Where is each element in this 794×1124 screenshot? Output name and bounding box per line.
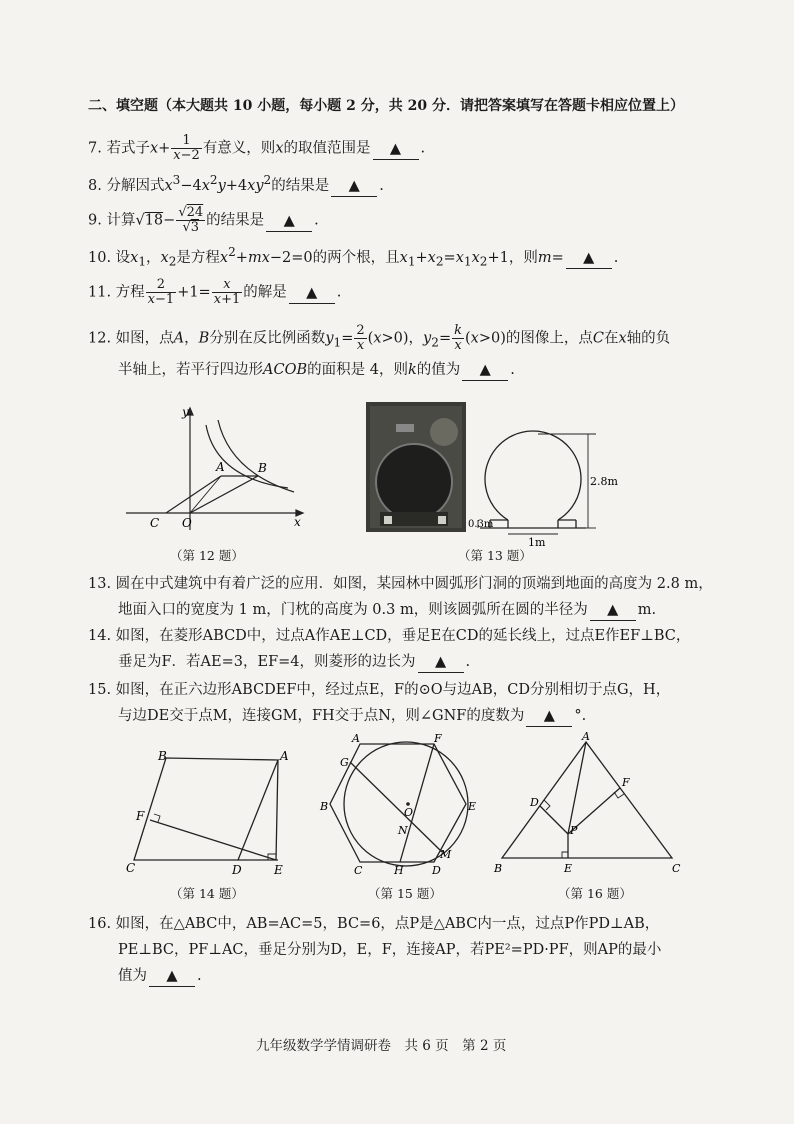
label-D: D: [232, 863, 242, 877]
answer-blank: ▲: [331, 176, 377, 197]
caption-12: （第 12 题）: [170, 548, 244, 563]
page-footer: 九年级数学学情调研卷 共 6 页 第 2 页: [256, 1038, 507, 1054]
figure-15: [316, 734, 496, 884]
answer-blank: ▲: [266, 211, 312, 232]
label-B: B: [494, 862, 503, 875]
label-C: C: [672, 862, 681, 875]
label-G: G: [340, 756, 349, 769]
label-height: 2.8m: [590, 475, 618, 488]
figure-14: [118, 748, 298, 880]
label-y: y: [182, 405, 189, 419]
label-width: 1m: [528, 536, 546, 548]
label-O: O: [404, 806, 414, 819]
question-15-line-2: 与边DE交于点M，连接GM，FH交于点N，则∠GNF的度数为 ▲ °.: [118, 706, 586, 727]
label-C: C: [354, 864, 363, 877]
question-9: 9. 计算√18− $\frac{√24}{√3}$ 的结果是 ▲ .: [88, 205, 319, 235]
label-A: A: [280, 749, 289, 763]
label-M: M: [440, 848, 452, 861]
label-E: E: [468, 800, 477, 813]
figure-13-photo: [366, 402, 466, 532]
answer-blank: ▲: [373, 139, 419, 160]
label-C: C: [126, 861, 136, 875]
label-E: E: [564, 862, 573, 875]
label-F: F: [434, 734, 442, 745]
question-13-line-2: 地面入口的宽度为 1 m，门枕的高度为 0.3 m，则该圆弧所在圆的半径为 ▲ m.: [118, 600, 656, 621]
question-12-line-1: 12. 如图，点A，B分别在反比例函数$y_1=$ $\frac{2}{x}$ (x>0)，$y_2=$ $\frac{k}{x}$ (x>0)的图像上，点C在x轴的负: [88, 323, 671, 353]
label-C: C: [150, 516, 160, 530]
label-O: O: [182, 516, 192, 530]
question-15-line-1: 15. 如图，在正六边形ABCDEF中，经过点E，F的⊙O与边AB，CD分别相切于点G，H，: [88, 682, 671, 698]
question-11: 11. 方程 $\frac{2}{x-1}$ +1= $\frac{x}{x+1}$ 的解是 ▲ .: [88, 277, 342, 307]
question-10: 10. 设$x_1$，$x_2$是方程$x^2+mx-2=0$的两个根，且$x_1+x_2=x_1x_2+1$，则m= ▲ .: [88, 245, 619, 269]
label-N: N: [398, 824, 408, 837]
label-P: P: [570, 824, 578, 837]
answer-blank: ▲: [462, 360, 508, 381]
question-13-line-1: 13. 圆在中式建筑中有着广泛的应用．如图，某园林中圆弧形门洞的顶端到地面的高度为 2.8 m，: [88, 576, 713, 592]
label-H: H: [394, 864, 404, 877]
caption-14: （第 14 题）: [170, 886, 244, 901]
question-16-line-2: PE⊥BC，PF⊥AC，垂足分别为D，E，F，连接AP，若PE²=PD·PF，则AP的最小: [118, 942, 662, 958]
answer-blank: ▲: [590, 600, 636, 621]
answer-blank: ▲: [149, 966, 195, 987]
label-x: x: [294, 515, 301, 529]
label-E: E: [274, 863, 283, 877]
label-F: F: [622, 776, 630, 789]
question-14-line-1: 14. 如图，在菱形ABCD中，过点A作AE⊥CD，垂足E在CD的延长线上，过点E作EF⊥BC，: [88, 628, 691, 644]
label-pillow: 0.3m: [468, 519, 494, 530]
label-B: B: [320, 800, 329, 813]
question-7: 7. 若式子x+ $\frac{1}{x-2}$ 有意义，则x的取值范围是 ▲ .: [88, 133, 426, 163]
figure-12: [118, 400, 318, 535]
section-title: 二、填空题（本大题共 10 小题，每小题 2 分，共 20 分．请把答案填写在答题卡相应位置上）: [88, 98, 684, 114]
label-F: F: [136, 809, 145, 823]
answer-blank: ▲: [526, 706, 572, 727]
label-A: A: [352, 734, 360, 745]
caption-16: （第 16 题）: [558, 886, 632, 901]
caption-13: （第 13 题）: [458, 548, 532, 563]
figure-16: [490, 730, 690, 882]
label-B: B: [158, 749, 167, 763]
label-A: A: [216, 460, 225, 474]
label-A: A: [582, 730, 590, 743]
answer-blank: ▲: [289, 283, 335, 304]
caption-15: （第 15 题）: [368, 886, 442, 901]
answer-blank: ▲: [418, 652, 464, 673]
label-D: D: [432, 864, 441, 877]
question-12-line-2: 半轴上，若平行四边形ACOB的面积是 4，则k的值为 ▲ .: [118, 360, 515, 381]
answer-blank: ▲: [566, 248, 612, 269]
figure-13-diagram: [468, 408, 624, 548]
question-8: 8. 分解因式$x^3-4x^2y+4xy^2$的结果是 ▲ .: [88, 170, 384, 197]
label-D: D: [530, 796, 539, 809]
label-B: B: [258, 461, 267, 475]
question-16-line-1: 16. 如图，在△ABC中，AB=AC=5，BC=6，点P是△ABC内一点，过点P作PD⊥AB，: [88, 916, 660, 932]
question-14-line-2: 垂足为F．若AE=3，EF=4，则菱形的边长为 ▲ .: [118, 652, 470, 673]
question-16-line-3: 值为 ▲ .: [118, 966, 202, 987]
